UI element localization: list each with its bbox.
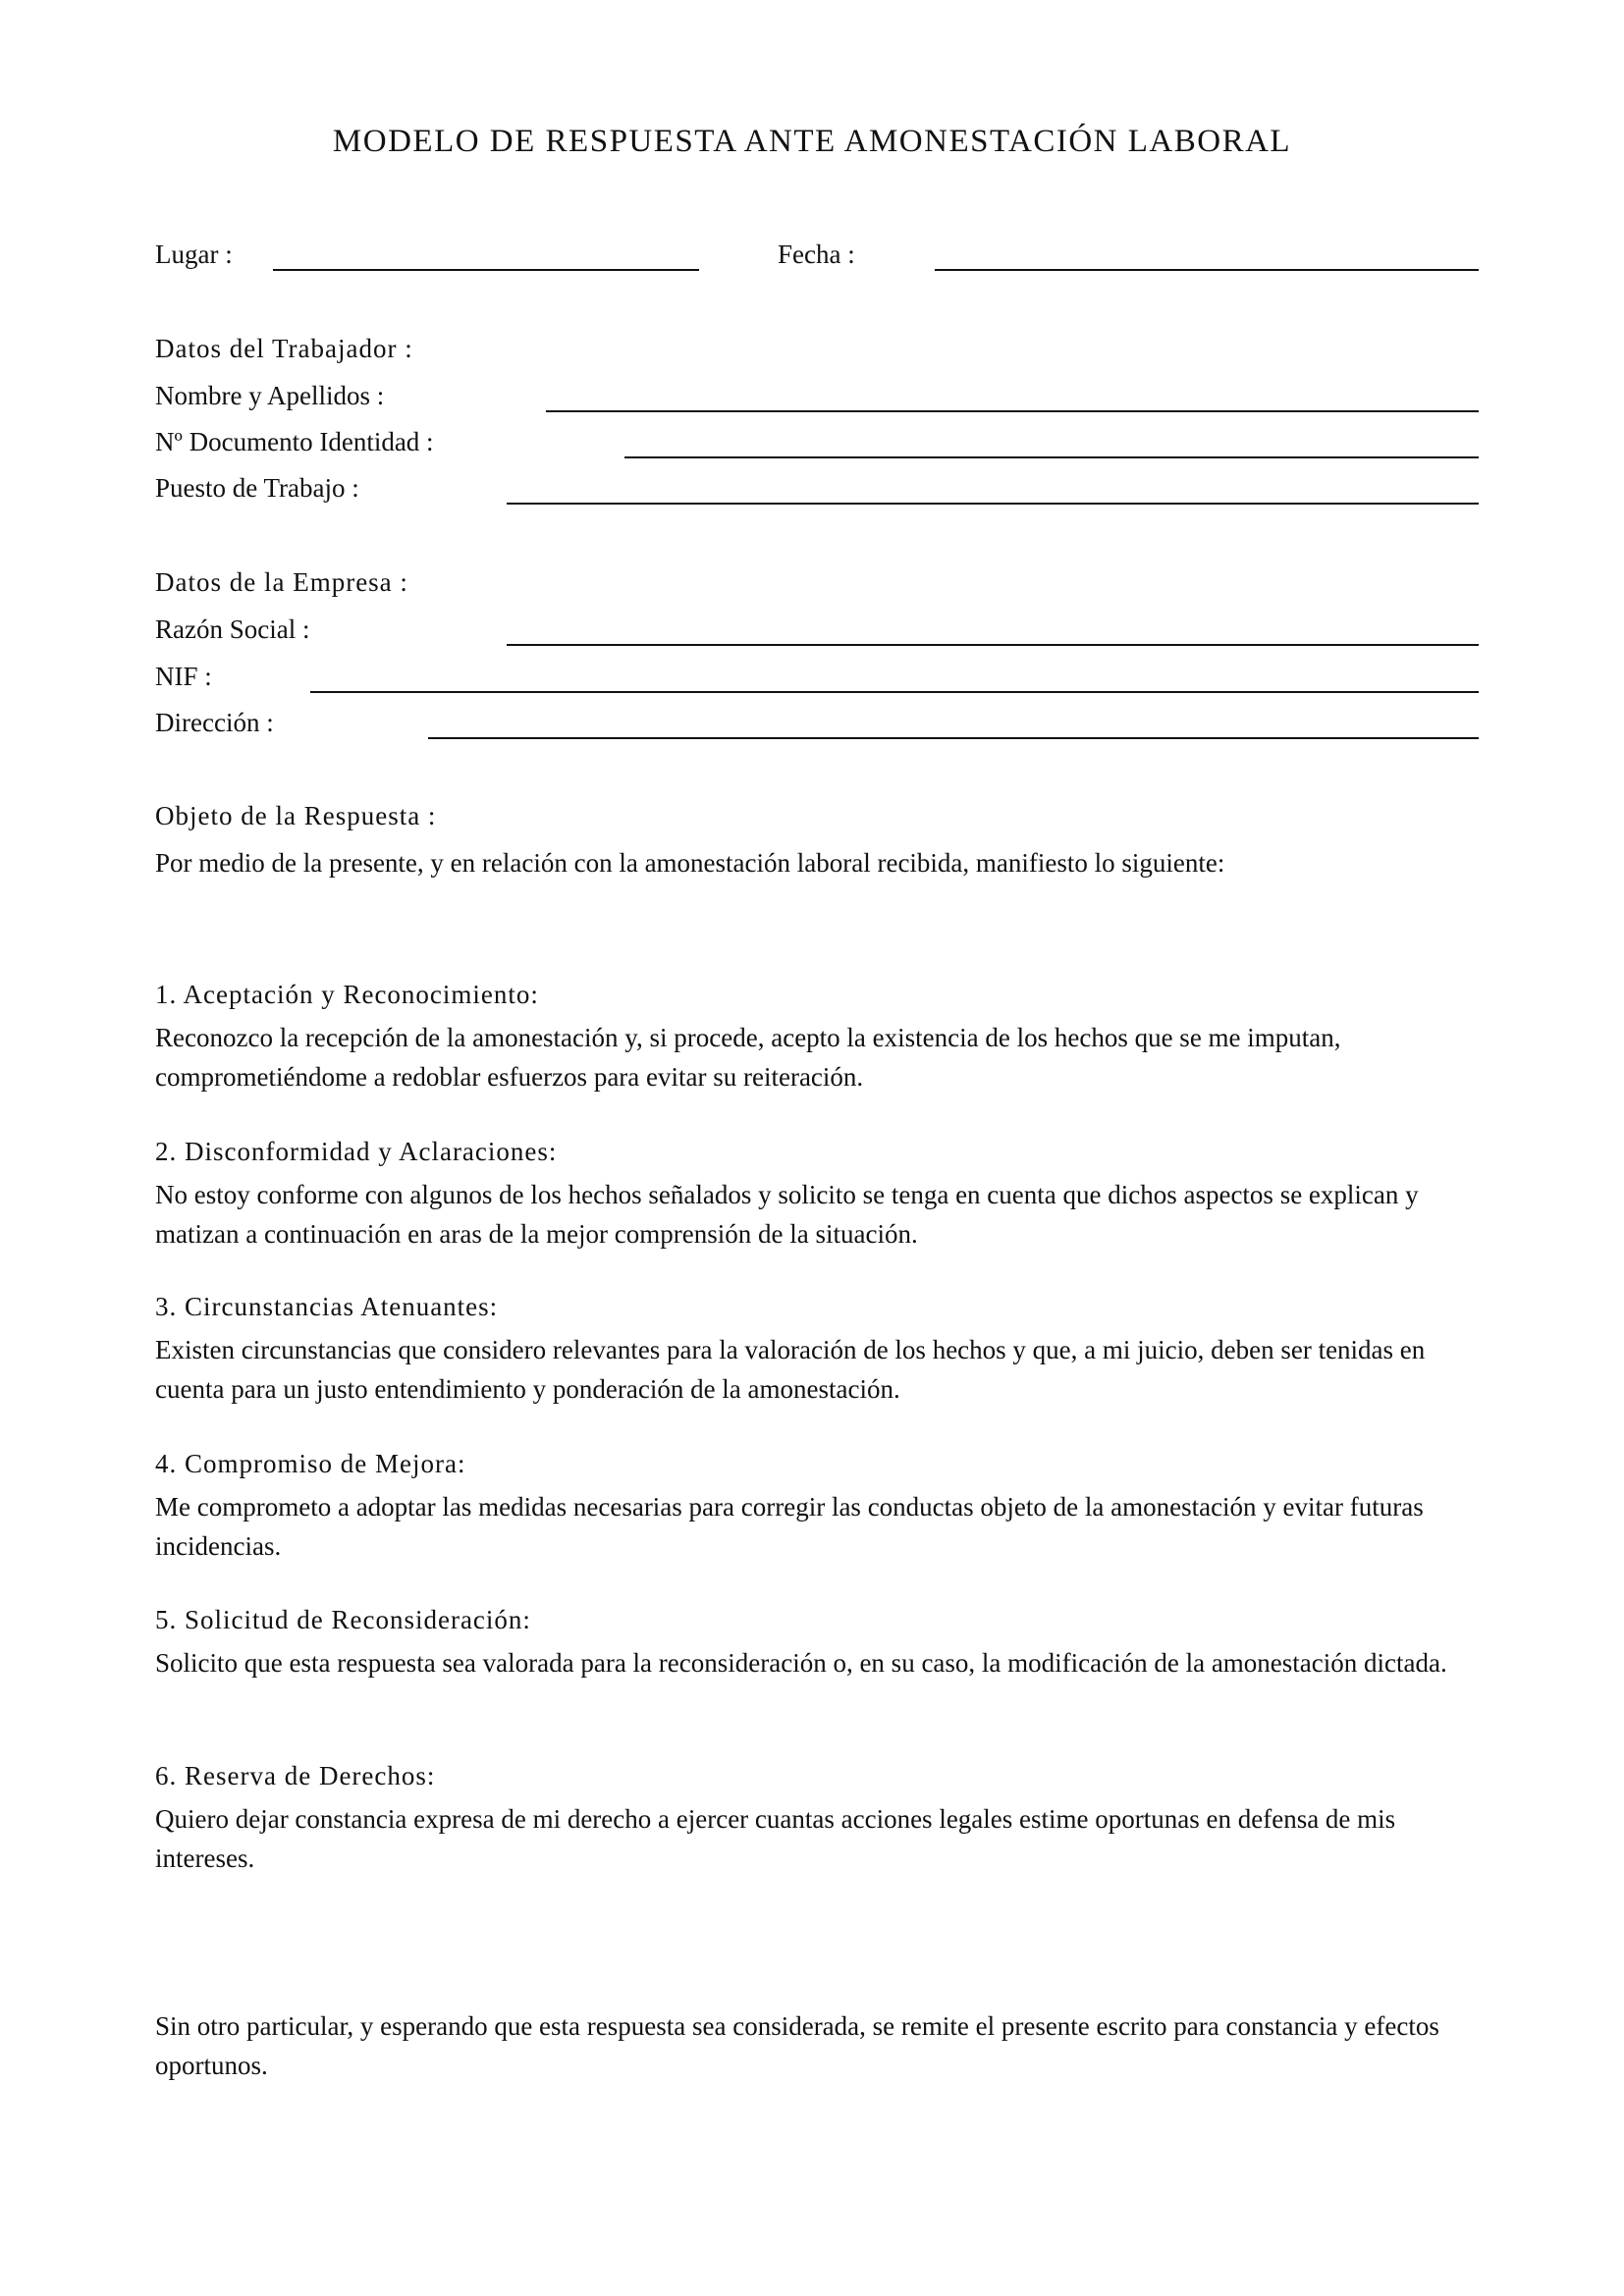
company-nif-field[interactable]	[310, 691, 1479, 693]
section-heading-rights: 6. Reserva de Derechos:	[155, 1761, 436, 1790]
fecha-label: Fecha :	[778, 240, 855, 269]
company-name-label: Razón Social :	[155, 614, 310, 644]
fecha-field[interactable]	[935, 269, 1479, 271]
section-text-rights: Quiero dejar constancia expresa de mi derecho a ejercer cuantas acciones legales estime oportunas en defensa de mis intereses.	[155, 1804, 1396, 1873]
section-text-reconsideration: Solicito que esta respuesta sea valorada para la reconsideración o, en su caso, la modificación de la amonestación dictada.	[155, 1648, 1447, 1678]
purpose-text: Por medio de la presente, y en relación con la amonestación laboral recibida, manifiesto lo siguiente:	[155, 848, 1225, 878]
section-heading-improvement: 4. Compromiso de Mejora:	[155, 1449, 466, 1478]
section-heading-mitigating: 3. Circunstancias Atenuantes:	[155, 1292, 499, 1321]
lugar-label: Lugar :	[155, 240, 233, 269]
lugar-field[interactable]	[273, 269, 699, 271]
document-title: MODELO DE RESPUESTA ANTE AMONESTACIÓN LABORAL	[332, 124, 1292, 159]
worker-name-field[interactable]	[546, 410, 1479, 412]
worker-name-label: Nombre y Apellidos :	[155, 381, 385, 410]
purpose-heading: Objeto de la Respuesta :	[155, 801, 437, 830]
company-heading: Datos de la Empresa :	[155, 567, 408, 597]
section-text-disagreement: No estoy conforme con algunos de los hechos señalados y solicito se tenga en cuenta que dichos aspectos se explican y matizan a continuación en aras de la mejor comprensión de la situación.	[155, 1180, 1419, 1249]
company-nif-label: NIF :	[155, 662, 212, 691]
section-text-mitigating: Existen circunstancias que considero relevantes para la valoración de los hechos y que, a mi juicio, deben ser tenidas en cuenta para un justo entendimiento y ponderación de la amonestación.	[155, 1335, 1426, 1404]
worker-id-label: Nº Documento Identidad :	[155, 427, 434, 456]
worker-heading: Datos del Trabajador :	[155, 334, 413, 363]
company-address-field[interactable]	[428, 737, 1479, 739]
closing-paragraph: Sin otro particular, y esperando que esta respuesta sea considerada, se remite el presente escrito para constancia y efectos oportunos.	[155, 2011, 1439, 2080]
section-heading-reconsideration: 5. Solicitud de Reconsideración:	[155, 1605, 531, 1634]
worker-position-label: Puesto de Trabajo :	[155, 473, 359, 503]
company-address-label: Dirección :	[155, 708, 274, 737]
company-name-field[interactable]	[507, 644, 1479, 646]
section-heading-acceptance: 1. Aceptación y Reconocimiento:	[155, 980, 539, 1009]
section-text-acceptance: Reconozco la recepción de la amonestación y, si procede, acepto la existencia de los hechos que se me imputan, comprometiéndome a redoblar esfuerzos para evitar su reiteración.	[155, 1023, 1341, 1092]
worker-id-field[interactable]	[624, 456, 1479, 458]
section-text-improvement: Me comprometo a adoptar las medidas necesarias para corregir las conductas objeto de la amonestación y evitar futuras incidencias.	[155, 1492, 1424, 1561]
section-heading-disagreement: 2. Disconformidad y Aclaraciones:	[155, 1137, 558, 1166]
worker-position-field[interactable]	[507, 503, 1479, 505]
